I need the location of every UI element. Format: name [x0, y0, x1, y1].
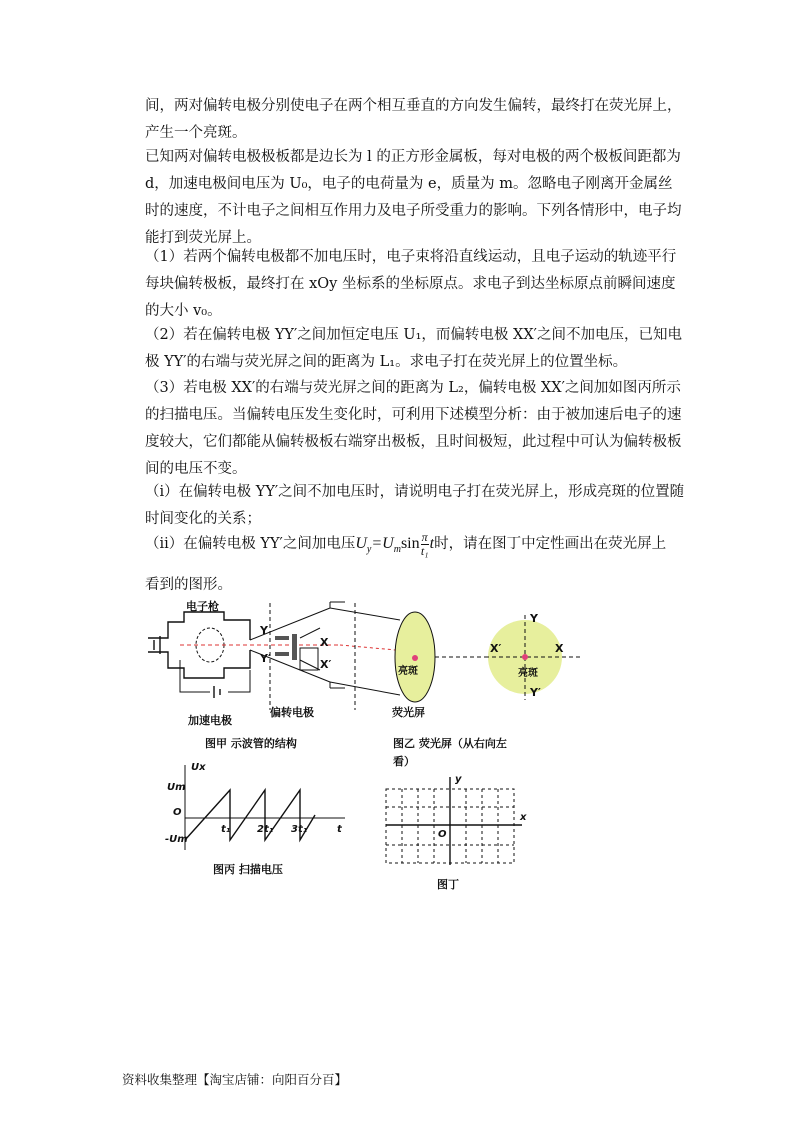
question-1: （1）若两个偏转电极都不加电压时，电子束将沿直线运动，且电子运动的轨迹平行每块偏转极板，最终打在 xOy 坐标系的坐标原点。求电子到达坐标原点前瞬间速度的大小 v₀。: [145, 249, 677, 319]
paragraph-given: 已知两对偏转电极极板都是边长为 l 的正方形金属板，每对电极的两个极板间距都为 d，加速电极间电压为 U₀，电子的电荷量为 e，质量为 m。忽略电子刚离开金属丝时的速度，不计电子之间相互作用力及电子所受重力的影响。下列各情形中，电子均能打到荧光屏上。: [145, 149, 682, 246]
yi-label-x: X: [555, 642, 564, 655]
question-2: （2）若在偏转电极 YY′之间加恒定电压 U₁，而偏转电极 XX′之间不加电压，已知电极 YY′的右端与荧光屏之间的距离为 L₁。求电子打在荧光屏上的位置坐标。: [145, 327, 682, 370]
scan-voltage-graph: [165, 760, 355, 855]
voltage-formula: $U_y=U_m\sin$ $\frac{\pi}{\text{t₁}}$ t: [355, 529, 435, 558]
svg-text:2t₁: 2t₁: [257, 824, 274, 835]
question-3: （3）若电极 XX′的右端与荧光屏之间的距离为 L₂，偏转电极 XX′之间加如图丙所示的扫描电压。当偏转电压发生变化时，可利用下述模型分析：由于被加速后电子的速度较大，它们都能从偏转极板右端穿出极板，且时间极短，此过程中可认为偏转极板间的电压不变。: [145, 380, 682, 477]
svg-text:O: O: [173, 807, 182, 818]
screen-grid: [382, 773, 532, 868]
question-3-ii-tail: 时，请在图丁中定性画出在荧光屏上: [434, 536, 667, 552]
yi-label-spot: 亮斑: [518, 668, 538, 679]
svg-text:x: x: [520, 812, 527, 823]
question-3-ii: [145, 530, 685, 563]
label-x: X: [320, 636, 329, 649]
question-3-ii-lead: （ii）在偏转电极 YY′之间加电压: [145, 536, 356, 552]
yi-label-y: Y: [530, 612, 538, 625]
svg-text:Ux: Ux: [191, 762, 206, 773]
caption-ding: 图丁: [437, 878, 459, 891]
svg-text:-Um: -Um: [165, 834, 188, 845]
svg-text:t₁: t₁: [221, 824, 231, 835]
figure-ding: [382, 773, 532, 868]
label-x-prime: X′: [320, 658, 332, 671]
footer-source: 资料收集整理【淘宝店铺：向阳百分百】: [122, 1072, 348, 1087]
label-accel: 加速电极: [188, 714, 232, 727]
caption-bing: 图丙 扫描电压: [213, 863, 283, 876]
oscilloscope-diagram: [140, 600, 590, 745]
caption-yi-2: 看）: [393, 755, 415, 768]
label-y-prime: Y′: [260, 652, 271, 665]
figure-bing: [165, 760, 355, 855]
label-y: Y: [260, 624, 268, 637]
label-screen: 荧光屏: [392, 706, 425, 719]
svg-text:O: O: [438, 829, 447, 840]
svg-text:t: t: [337, 824, 342, 835]
paragraph-tail: 看到的图形。: [145, 577, 232, 593]
caption-yi: 图乙 荧光屏（从右向左: [393, 737, 507, 750]
svg-text:Um: Um: [167, 782, 186, 793]
question-3-i: （i）在偏转电极 YY′之间不加电压时，请说明电子打在荧光屏上，形成亮斑的位置随时间变化的关系；: [145, 484, 685, 527]
figure-jia-yi: [140, 600, 590, 745]
label-electron-gun: 电子枪: [186, 600, 219, 613]
yi-label-y-prime: Y′: [530, 686, 541, 699]
label-deflect: 偏转电极: [270, 706, 314, 719]
paragraph-intro: 间，两对偏转电极分别使电子在两个相互垂直的方向发生偏转，最终打在荧光屏上，产生一个亮斑。: [145, 98, 682, 141]
caption-jia: 图甲 示波管的结构: [205, 737, 297, 750]
yi-label-x-prime: X′: [490, 642, 502, 655]
svg-text:y: y: [455, 774, 462, 785]
svg-text:3t₁: 3t₁: [291, 824, 308, 835]
label-spot: 亮斑: [398, 666, 418, 677]
